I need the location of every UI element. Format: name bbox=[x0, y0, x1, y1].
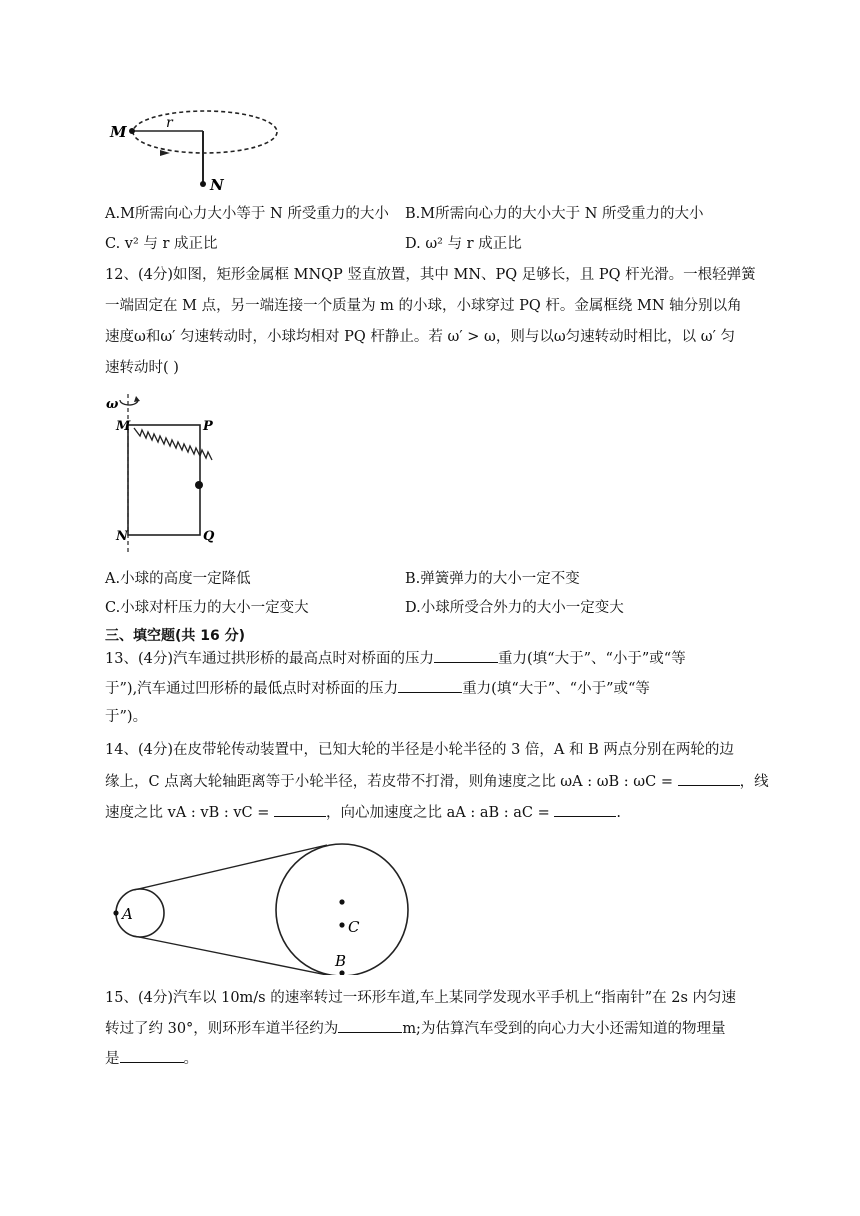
q12-line-3: 速度ω和ω′ 匀速转动时，小球均相对 PQ 杆静止。若 ω′ > ω，则与以ω匀速转动时相比，以 ω′ 匀 bbox=[105, 329, 735, 345]
label-n: N bbox=[116, 529, 128, 544]
q11-option-b: B.M所需向心力的大小大于 N 所受重力的大小 bbox=[405, 206, 704, 222]
answer-blank[interactable] bbox=[554, 802, 616, 817]
point-a bbox=[113, 910, 118, 915]
answer-blank[interactable] bbox=[434, 648, 498, 663]
q12-line-4: 速转动时( ) bbox=[105, 360, 179, 376]
point-c bbox=[339, 922, 344, 927]
circular-motion-figure bbox=[100, 110, 290, 195]
q12-option-b: B.弹簧弹力的大小一定不变 bbox=[405, 571, 580, 587]
label-a: A bbox=[122, 905, 133, 923]
q13-line-2: 于”),汽车通过凹形桥的最低点时对桥面的压力 重力(填“大于”、“小于”或“等 bbox=[105, 678, 650, 699]
label-m: M bbox=[110, 123, 127, 141]
answer-blank[interactable] bbox=[398, 678, 462, 693]
q14-line-3: 速度之比 vA : vB : vC = ，向心加速度之比 aA : aB : aC = . bbox=[105, 802, 621, 823]
ball bbox=[195, 481, 203, 489]
q11-option-a: A.M所需向心力大小等于 N 所受重力的大小 bbox=[105, 206, 389, 222]
center-dot bbox=[339, 899, 344, 904]
answer-blank[interactable] bbox=[274, 802, 326, 817]
q12-line-2: 一端固定在 M 点，另一端连接一个质量为 m 的小球，小球穿过 PQ 杆。金属框绕 MN 轴分别以角 bbox=[105, 298, 742, 314]
q12-line-1: 12、(4分)如图，矩形金属框 MNQP 竖直放置，其中 MN、PQ 足够长，且 PQ 杆光滑。一根轻弹簧 bbox=[105, 267, 756, 283]
answer-blank[interactable] bbox=[120, 1048, 184, 1063]
belt-pulley-figure bbox=[105, 840, 415, 975]
label-p: P bbox=[203, 419, 213, 434]
point-b bbox=[339, 970, 344, 975]
section-heading: 三、填空题(共 16 分) bbox=[105, 628, 246, 644]
q12-option-c: C.小球对杆压力的大小一定变大 bbox=[105, 600, 309, 616]
answer-blank[interactable] bbox=[678, 771, 740, 786]
q11-option-c: C. v² 与 r 成正比 bbox=[105, 236, 218, 252]
q13-line-1: 13、(4分)汽车通过拱形桥的最高点时对桥面的压力 重力(填“大于”、“小于”或“等 bbox=[105, 648, 686, 669]
belt-top bbox=[134, 845, 327, 890]
q12-option-d: D.小球所受合外力的大小一定变大 bbox=[405, 600, 624, 616]
q13-line-3: 于”)。 bbox=[105, 709, 148, 725]
rotating-frame-figure bbox=[102, 388, 227, 560]
belt-bottom bbox=[134, 936, 327, 975]
label-m: M bbox=[116, 419, 131, 434]
label-n: N bbox=[210, 176, 224, 194]
orbit-ellipse bbox=[133, 111, 277, 153]
q15-line-1: 15、(4分)汽车以 10m/s 的速率转过一环形车道,车上某同学发现水平手机上“指南针”在 2s 内匀速 bbox=[105, 990, 737, 1006]
q14-line-2: 缘上，C 点离大轮轴距离等于小轮半径，若皮带不打滑，则角速度之比 ωA : ωB : ωC = ，线 bbox=[105, 771, 769, 792]
label-r: r bbox=[166, 115, 173, 131]
q15-line-2: 转过了约 30°，则环形车道半径约为 m;为估算汽车受到的向心力大小还需知道的物理量 bbox=[105, 1018, 725, 1039]
label-b: B bbox=[335, 952, 347, 970]
q14-line-1: 14、(4分)在皮带轮传动装置中，已知大轮的半径是小轮半径的 3 倍，A 和 B 两点分别在两轮的边 bbox=[105, 742, 734, 758]
label-q: Q bbox=[203, 529, 215, 544]
q11-option-d: D. ω² 与 r 成正比 bbox=[405, 236, 522, 252]
ball-n bbox=[200, 181, 206, 187]
ball-m bbox=[129, 128, 135, 134]
q12-option-a: A.小球的高度一定降低 bbox=[105, 571, 251, 587]
label-omega: ω bbox=[106, 397, 119, 412]
answer-blank[interactable] bbox=[338, 1018, 402, 1033]
q15-line-3: 是 。 bbox=[105, 1048, 198, 1069]
label-c: C bbox=[348, 918, 360, 936]
